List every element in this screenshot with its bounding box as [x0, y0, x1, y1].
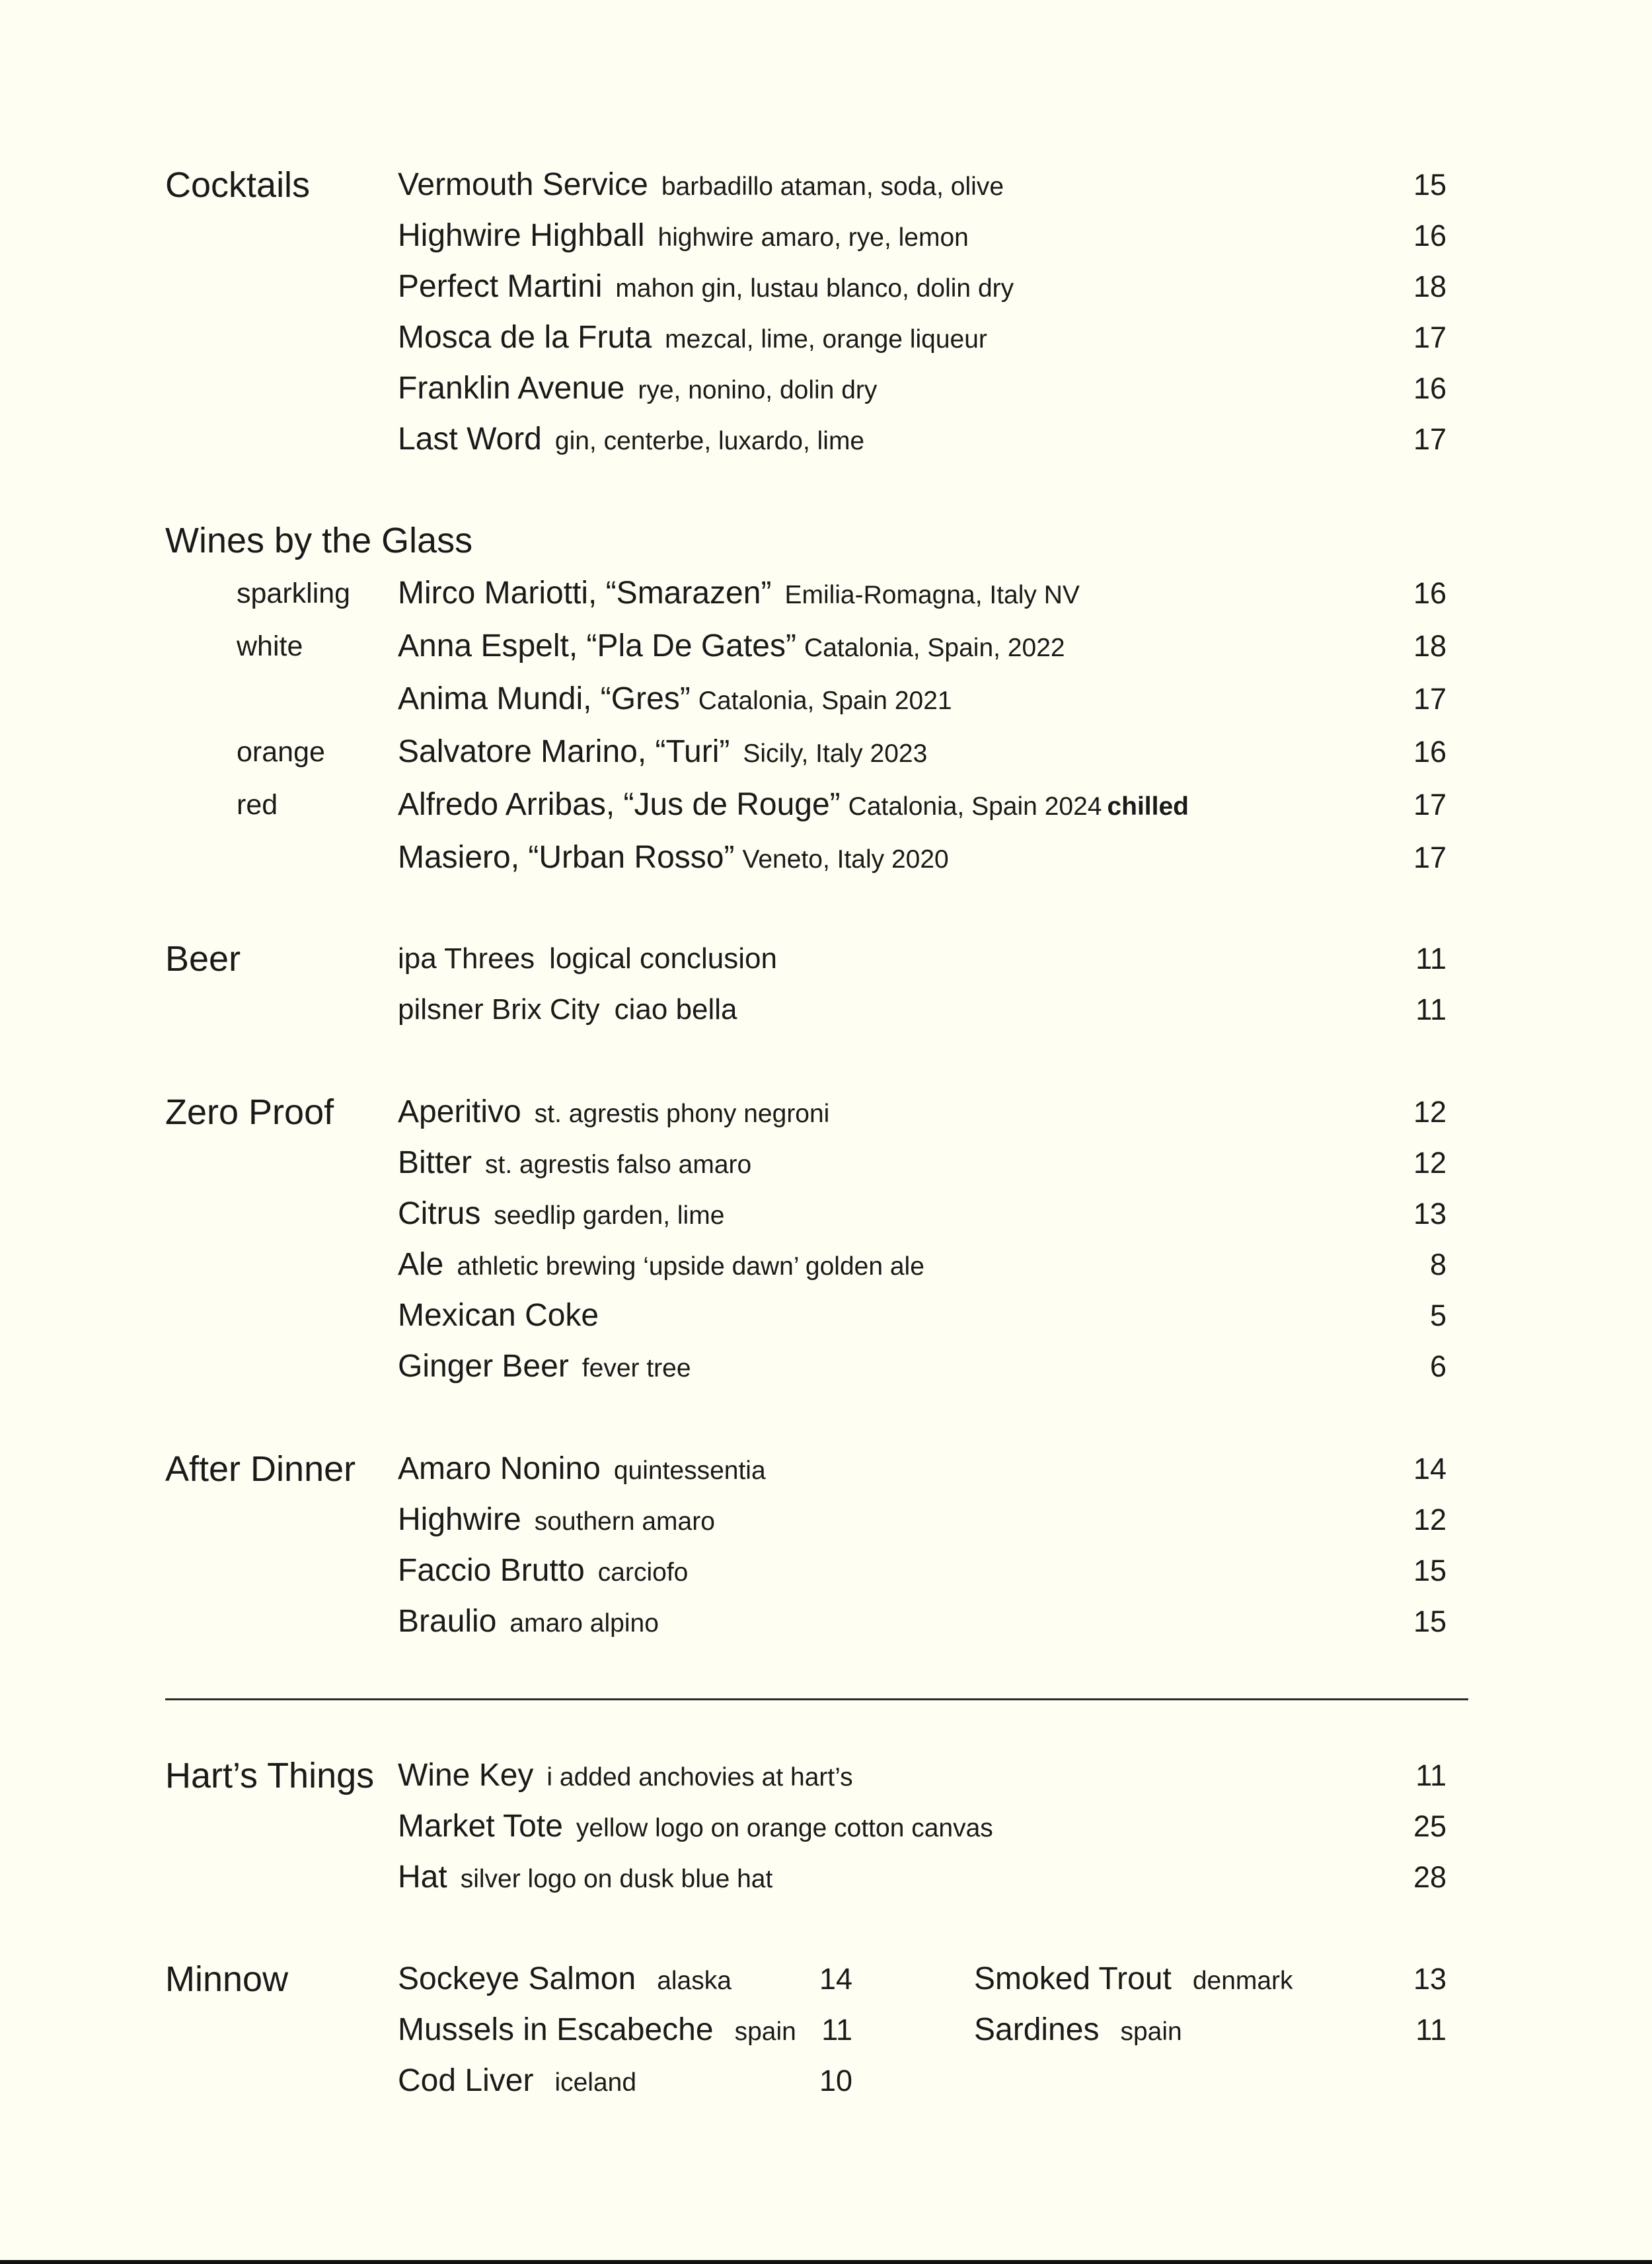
item-price: 28	[1413, 1860, 1446, 1894]
section-title: Wines by the Glass	[165, 521, 473, 560]
item-desc: spain	[1120, 2018, 1182, 2046]
item-desc: quintessentia	[613, 1456, 766, 1485]
item-name: Alfredo Arribas, “Jus de Rouge”	[398, 787, 841, 822]
item-price: 15	[1413, 1554, 1446, 1587]
menu-item	[0, 1193, 1652, 1239]
item-desc: spain	[734, 2018, 796, 2046]
item-desc: yellow logo on orange cotton canvas	[576, 1814, 993, 1842]
item-name: Sardines	[974, 2012, 1100, 2047]
wine-category: white	[237, 630, 303, 662]
item-desc: gin, centerbe, luxardo, lime	[554, 427, 865, 455]
menu-item	[0, 784, 1652, 830]
item-price: 11	[1415, 993, 1446, 1026]
item-name: Ginger Beer	[398, 1349, 569, 1384]
item-name: Vermouth Service	[398, 167, 648, 202]
menu-item	[0, 1958, 1652, 2004]
menu-item	[0, 1244, 1652, 1290]
item-name: Braulio	[398, 1604, 497, 1639]
section-title: Beer	[165, 939, 241, 979]
item-desc: Veneto, Italy 2020	[742, 845, 949, 874]
menu-item	[0, 989, 1652, 1035]
menu-item	[0, 1448, 1652, 1494]
section-title: After Dinner	[165, 1449, 356, 1489]
menu-item	[0, 1856, 1652, 1903]
item-price: 12	[1413, 1146, 1446, 1180]
item-name: ipa Threes	[398, 942, 535, 975]
item-desc: Catalonia, Spain 2021	[698, 687, 952, 715]
item-name: Hat	[398, 1860, 447, 1895]
item-desc: rye, nonino, dolin dry	[638, 376, 878, 404]
item-desc: mahon gin, lustau blanco, dolin dry	[615, 274, 1014, 303]
item-desc: highwire amaro, rye, lemon	[657, 223, 969, 252]
menu-item	[0, 678, 1652, 724]
item-note: chilled	[1107, 792, 1189, 821]
item-desc: southern amaro	[534, 1507, 715, 1536]
item-name: Cod Liver	[398, 2063, 534, 2098]
menu-item	[0, 625, 1652, 671]
item-desc: fever tree	[582, 1354, 691, 1382]
menu-item	[0, 837, 1652, 883]
item-name: Mexican Coke	[398, 1298, 599, 1333]
item-desc: denmark	[1192, 1967, 1293, 1995]
item-price: 5	[1429, 1299, 1446, 1332]
item-name: Sockeye Salmon	[398, 1961, 636, 1996]
item-price: 12	[1413, 1095, 1446, 1129]
item-name: Faccio Brutto	[398, 1553, 585, 1588]
item-name: Market Tote	[398, 1809, 563, 1844]
item-price: 12	[1413, 1503, 1446, 1536]
item-name: Highwire	[398, 1502, 521, 1537]
item-price: 14	[1413, 1452, 1446, 1486]
menu-item	[0, 938, 1652, 984]
menu-item	[0, 1601, 1652, 1647]
item-price: 17	[1413, 422, 1446, 456]
menu-item	[0, 215, 1652, 261]
section-title: Zero Proof	[165, 1092, 334, 1132]
item-price: 6	[1429, 1349, 1446, 1383]
item-desc: amaro alpino	[509, 1609, 659, 1638]
menu-item	[0, 1295, 1652, 1341]
menu-item	[0, 164, 1652, 210]
item-price: 15	[1413, 168, 1446, 202]
item-desc: iceland	[554, 2068, 637, 2097]
item-desc: Emilia-Romagna, Italy NV	[784, 581, 1080, 609]
item-desc: st. agrestis falso amaro	[485, 1151, 752, 1179]
item-desc: mezcal, lime, orange liqueur	[665, 325, 987, 354]
menu-item	[0, 418, 1652, 465]
item-desc: alaska	[657, 1967, 732, 1995]
item-price: 18	[1413, 270, 1446, 303]
item-name: Wine Key	[398, 1758, 534, 1793]
item-desc: logical conclusion	[549, 942, 777, 975]
menu-item	[0, 367, 1652, 414]
item-price: 25	[1413, 1809, 1446, 1843]
item-name: Mosca de la Fruta	[398, 320, 652, 355]
menu-item	[0, 1345, 1652, 1392]
item-name: Aperitivo	[398, 1094, 521, 1129]
menu-item	[0, 1755, 1652, 1801]
item-desc: ciao bella	[614, 993, 737, 1026]
section-title: Hart’s Things	[165, 1756, 375, 1795]
item-name: Perfect Martini	[398, 269, 603, 304]
item-price: 8	[1429, 1248, 1446, 1281]
item-price: 17	[1413, 321, 1446, 354]
menu-item	[0, 1805, 1652, 1852]
item-price: 17	[1413, 682, 1446, 716]
item-desc: Catalonia, Spain 2024	[848, 792, 1102, 821]
item-price: 11	[1415, 2013, 1446, 2047]
item-name: Mirco Mariotti, “Smarazen”	[398, 576, 772, 611]
item-price: 16	[1413, 735, 1446, 769]
menu-item	[0, 2009, 1652, 2055]
item-name: Smoked Trout	[974, 1961, 1172, 1996]
item-price: 16	[1413, 371, 1446, 405]
menu-item	[0, 1142, 1652, 1188]
item-price: 18	[1413, 629, 1446, 663]
item-desc: Catalonia, Spain, 2022	[804, 634, 1065, 662]
item-desc: carciofo	[597, 1558, 689, 1587]
item-name: Mussels in Escabeche	[398, 2012, 714, 2047]
item-name: Citrus	[398, 1196, 481, 1231]
item-desc: i added anchovies at hart’s	[546, 1763, 853, 1792]
menu-item	[0, 2060, 1652, 2106]
item-price: 17	[1413, 841, 1446, 874]
item-name: Franklin Avenue	[398, 371, 625, 406]
item-price: 15	[1413, 1604, 1446, 1638]
bottom-edge	[0, 2260, 1652, 2264]
menu-item	[0, 1550, 1652, 1596]
wine-category: orange	[237, 736, 325, 768]
item-name: Amaro Nonino	[398, 1451, 601, 1486]
item-price: 16	[1413, 576, 1446, 610]
menu-item	[0, 731, 1652, 777]
item-price: 11	[1415, 942, 1446, 975]
menu-item	[0, 317, 1652, 363]
item-name: Last Word	[398, 422, 542, 457]
item-name: Bitter	[398, 1145, 472, 1180]
item-name: Masiero, “Urban Rosso”	[398, 840, 735, 875]
menu-item	[0, 572, 1652, 619]
item-price: 10	[819, 2064, 852, 2097]
wine-category: sparkling	[237, 578, 351, 609]
section-title: Cocktails	[165, 165, 311, 205]
item-name: pilsner Brix City	[398, 993, 600, 1026]
item-name: Salvatore Marino, “Turi”	[398, 734, 730, 769]
item-desc: seedlip garden, lime	[494, 1201, 725, 1230]
item-desc: silver logo on dusk blue hat	[460, 1865, 773, 1893]
item-name: Anima Mundi, “Gres”	[398, 681, 691, 716]
item-name: Highwire Highball	[398, 218, 645, 253]
section-title: Minnow	[165, 1959, 289, 1999]
section-divider	[165, 1698, 1468, 1700]
item-price: 11	[821, 2013, 852, 2047]
item-desc: barbadillo ataman, soda, olive	[661, 172, 1004, 201]
item-price: 17	[1413, 788, 1446, 821]
item-price: 11	[1415, 1758, 1446, 1792]
item-name: Ale	[398, 1247, 444, 1282]
menu-item	[0, 1091, 1652, 1137]
menu-item	[0, 1499, 1652, 1545]
item-price: 13	[1413, 1197, 1446, 1230]
item-name: Anna Espelt, “Pla De Gates”	[398, 628, 796, 663]
wine-category: red	[237, 789, 278, 821]
item-price: 14	[819, 1962, 852, 1996]
item-desc: st. agrestis phony negroni	[534, 1100, 830, 1128]
item-desc: athletic brewing ‘upside dawn’ golden ale	[457, 1252, 924, 1281]
item-price: 16	[1413, 219, 1446, 252]
menu-item	[0, 266, 1652, 312]
item-price: 13	[1413, 1962, 1446, 1996]
item-desc: Sicily, Italy 2023	[743, 739, 928, 768]
